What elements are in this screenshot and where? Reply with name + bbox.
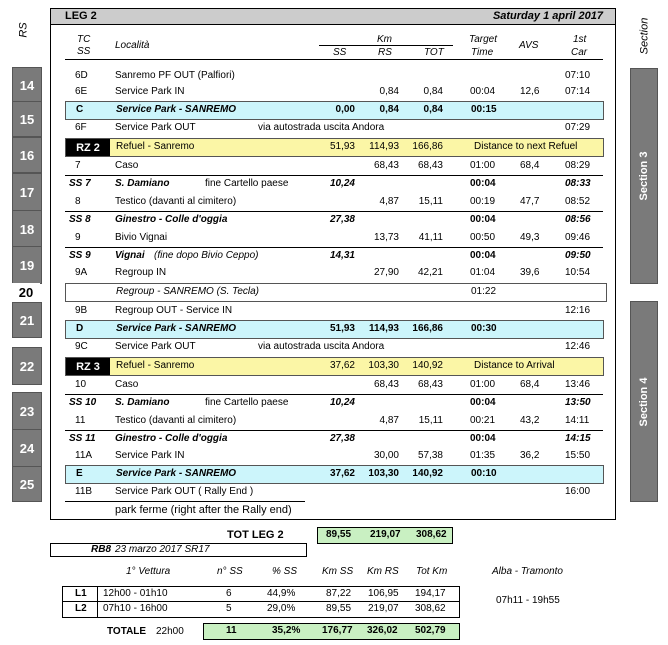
summary-row-divider [63,601,459,602]
row-tc: 11 [75,415,86,426]
row-loc: Service Park OUT ( Rally End ) [115,486,254,497]
row-note: (fine dopo Bivio Ceppo) [154,250,259,261]
table-row-refuel [65,138,604,157]
rs-20: 20 [12,283,40,301]
row-time: 00:04 [470,397,496,408]
rb8-text: 23 marzo 2017 SR17 [115,544,210,555]
row-tc: 9C [75,341,88,352]
table-row-stage [65,395,603,412]
row-time: 00:04 [470,214,496,225]
row-loc: S. Damiano [115,397,170,408]
row-ss: 37,62 [329,360,355,371]
table-row-regroup [65,283,607,302]
tot-leg-label: TOT LEG 2 [227,529,284,541]
row-note: via autostrada uscita Andora [258,341,385,352]
table-row [65,120,603,137]
park-ferme-divider [65,501,305,502]
row-loc: Caso [115,379,139,390]
table-row [65,413,603,430]
row-loc: Service Park OUT [115,122,196,133]
rs-14: 14 [12,67,42,103]
table-row-stage [65,212,603,229]
row-extra: Distance to next Refuel [474,141,578,152]
col-avs: AVS [519,40,539,51]
sum-leg: L2 [75,603,87,614]
row-tot: 41,11 [418,232,443,243]
row-tot: 0,84 [423,104,443,115]
totale-label: TOTALE [107,626,147,637]
row-tot: 42,21 [417,267,443,278]
row-rs: 103,30 [368,468,399,479]
rs-23: 23 [12,392,42,430]
row-car: 08:56 [565,214,591,225]
row-car: 12:16 [565,305,591,316]
section-3-label: Section 3 [638,151,650,201]
row-loc: Regroup - SANREMO (S. Tecla) [116,286,260,297]
row-loc: Vignai [115,250,145,261]
sum-h-alba: Alba - Tramonto [492,566,563,577]
table-row [65,230,603,247]
sum-kmss: 89,55 [326,603,352,614]
row-time: 00:04 [470,250,496,261]
col-time: Time [471,47,494,58]
row-tot: 15,11 [418,196,443,207]
row-tc: 11A [75,450,93,461]
row-avs: 68,4 [520,160,540,171]
sum-totkm: 194,17 [415,588,446,599]
table-row-service [65,465,604,484]
table-row [65,339,603,356]
row-loc: Testico (davanti al cimitero) [115,196,237,207]
row-loc: Sanremo PF OUT (Palfiori) [115,70,235,81]
row-tot: 166,86 [412,141,443,152]
table-row [65,484,603,501]
row-tc: SS 10 [69,397,97,408]
row-car: 12:46 [565,341,591,352]
row-loc: Regroup OUT - Service IN [115,305,233,316]
row-loc: Service Park IN [115,450,185,461]
row-tc: 6F [75,122,87,133]
row-loc: Service Park IN [115,86,185,97]
tot-rs: 219,07 [370,529,401,540]
rs-25: 25 [12,466,42,502]
row-time: 01:22 [471,286,497,297]
row-tot: 15,11 [418,415,443,426]
col-km: Km [377,34,392,45]
row-loc: Refuel - Sanremo [116,141,195,152]
row-car: 10:54 [565,267,591,278]
sum-h-kmss: Km SS [322,566,354,577]
sum-kmss: 87,22 [326,588,352,599]
rs-15: 15 [12,101,42,137]
sum-h-kmrs: Km RS [367,566,399,577]
tot-leg-box [317,527,453,544]
row-ss: 37,62 [329,468,355,479]
row-time: 00:30 [471,323,497,334]
sum-kmrs: 106,95 [368,588,399,599]
col-ss: SS [333,47,347,58]
row-rs: 103,30 [368,360,399,371]
sum-nss: 5 [226,603,232,614]
table-row [65,265,603,282]
rb8-code: RB8 [91,544,112,555]
row-note: fine Cartello paese [205,178,289,189]
row-car: 07:14 [565,86,591,97]
alba-value: 07h11 - 19h55 [496,595,560,606]
sum-h-nss: n° SS [217,566,243,577]
totale-box [203,623,460,640]
row-tot: 68,43 [417,160,443,171]
row-loc: Service Park - SANREMO [116,104,237,115]
sum-h-totkm: Tot Km [416,566,448,577]
row-tc: 6E [75,86,88,97]
row-car: 09:50 [565,250,591,261]
row-tc: SS 8 [69,214,91,225]
row-loc: Service Park - SANREMO [116,468,237,479]
row-car: 13:46 [565,379,591,390]
rs-17: 17 [12,173,42,211]
header-divider [65,59,603,60]
rz-badge: RZ 3 [66,358,110,375]
row-loc: Refuel - Sanremo [116,360,195,371]
col-localita: Località [115,40,150,51]
table-row [65,158,603,175]
row-loc: Bivio Vignai [115,232,168,243]
leg-table [50,8,616,520]
row-tot: 140,92 [412,360,443,371]
row-car: 14:11 [565,415,590,426]
row-rs: 4,87 [379,415,399,426]
table-row [65,84,603,101]
row-tc: 6D [75,70,88,81]
row-ss: 51,93 [329,141,355,152]
row-time: 00:21 [470,415,496,426]
row-car: 16:00 [565,486,591,497]
table-row [65,194,603,211]
row-tc: 9B [75,305,88,316]
row-rs: 13,73 [373,232,399,243]
table-row-stage [65,176,603,193]
row-tc: 9 [75,232,81,243]
row-time: 00:50 [470,232,496,243]
row-car: 14:15 [565,433,591,444]
row-ss: 27,38 [329,433,355,444]
row-avs: 39,6 [520,267,540,278]
row-loc: Service Park - SANREMO [116,323,237,334]
totale-time: 22h00 [156,626,184,637]
col-first: 1st [573,34,587,45]
row-rs: 114,93 [369,141,399,152]
sum-nss: 6 [226,588,232,599]
rb8-box [50,543,307,557]
row-ss: 0,00 [335,104,355,115]
section-3-box [630,68,658,284]
row-car: 08:29 [565,160,591,171]
row-tc: E [76,468,83,479]
row-tc: 11B [75,486,93,497]
row-tot: 68,43 [417,379,443,390]
totale-totkm: 502,79 [415,625,446,636]
row-tc: 8 [75,196,81,207]
row-time: 01:00 [470,379,496,390]
park-ferme-note: park ferme (right after the Rally end) [115,504,292,516]
totale-kmrs: 326,02 [367,625,398,636]
row-time: 00:10 [471,468,497,479]
row-extra: Distance to Arrival [474,360,555,371]
row-avs: 12,6 [520,86,540,97]
row-rs: 114,93 [368,323,399,334]
tot-tot: 308,62 [416,529,447,540]
table-row-stage [65,431,603,448]
km-underline [319,45,453,46]
rs-label: RS [17,22,30,38]
row-time: 01:04 [470,267,496,278]
row-ss: 51,93 [329,323,355,334]
leg-date: Saturday 1 april 2017 [492,10,603,22]
sum-pss: 44,9% [267,588,296,599]
row-time: 01:00 [470,160,496,171]
rz-badge: RZ 2 [66,139,110,156]
row-loc: Service Park OUT [115,341,196,352]
row-tot: 140,92 [412,468,443,479]
totale-kmss: 176,77 [322,625,353,636]
row-tc: 9A [75,267,88,278]
row-tc: C [76,104,84,115]
row-note: via autostrada uscita Andora [258,122,385,133]
row-tot: 0,84 [423,86,443,97]
row-time: 00:19 [470,196,496,207]
row-avs: 47,7 [520,196,540,207]
row-loc: Testico (davanti al cimitero) [115,415,237,426]
row-avs: 49,3 [520,232,540,243]
row-car: 08:33 [565,178,591,189]
row-note: fine Cartello paese [205,397,289,408]
col-tc: TC [77,34,91,45]
row-time: 01:35 [470,450,496,461]
table-row-service [65,320,604,339]
row-ss: 27,38 [329,214,355,225]
row-time: 00:04 [470,178,496,189]
row-tc: SS 9 [69,250,91,261]
row-avs: 43,2 [520,415,540,426]
leg-title: LEG 2 [65,10,97,22]
rs-22: 22 [12,347,42,385]
sum-pss: 29,0% [267,603,296,614]
rs-19: 19 [12,246,42,284]
row-car: 08:52 [565,196,591,207]
section-label: Section [638,17,651,55]
table-row [65,303,603,320]
row-car: 13:50 [565,397,591,408]
col-ss-tc: SS [77,46,91,57]
row-rs: 4,87 [379,196,399,207]
row-loc: Caso [115,160,139,171]
row-avs: 68,4 [520,379,540,390]
leg-header-bar [51,9,615,25]
row-tot: 57,38 [417,450,443,461]
sum-time: 12h00 - 01h10 [103,588,168,599]
sum-h-vettura: 1° Vettura [126,566,171,577]
col-target: Target [469,34,497,45]
row-car: 09:46 [565,232,591,243]
totale-nss: 11 [226,625,237,636]
table-row-stage [65,248,603,265]
row-tc: SS 7 [69,178,91,189]
row-ss: 10,24 [329,178,355,189]
section-4-box [630,301,658,502]
table-row [65,377,603,394]
row-rs: 30,00 [373,450,399,461]
row-tc: 10 [75,379,87,390]
row-rs: 0,84 [379,86,399,97]
row-tc: 7 [75,160,81,171]
row-loc: Regroup IN [115,267,167,278]
col-car: Car [571,47,588,58]
rs-16: 16 [12,137,42,173]
row-avs: 36,2 [520,450,540,461]
sum-kmrs: 219,07 [368,603,399,614]
row-loc: S. Damiano [115,178,170,189]
sum-leg: L1 [75,588,87,599]
row-ss: 10,24 [329,397,355,408]
row-tot: 166,86 [412,323,443,334]
row-rs: 0,84 [379,104,399,115]
row-ss: 14,31 [329,250,355,261]
sum-time: 07h10 - 16h00 [103,603,168,614]
section-4-label: Section 4 [638,377,650,426]
table-row [65,448,603,465]
summary-col-divider [97,587,98,617]
sum-totkm: 308,62 [415,603,446,614]
row-rs: 68,43 [373,379,399,390]
row-rs: 27,90 [373,267,399,278]
row-rs: 68,43 [373,160,399,171]
row-time: 00:15 [471,104,497,115]
rs-21: 21 [12,302,42,338]
row-tc: D [76,323,84,334]
col-tot: TOT [424,47,444,58]
row-tc: SS 11 [69,433,96,444]
row-car: 15:50 [565,450,591,461]
row-loc: Ginestro - Colle d'oggia [115,433,228,444]
totale-pss: 35,2% [272,625,301,636]
table-row [65,68,603,85]
table-row-service [65,101,604,120]
rs-18: 18 [12,210,42,248]
col-rs: RS [378,47,392,58]
tot-ss: 89,55 [326,529,352,540]
sum-h-pss: % SS [272,566,298,577]
rs-24: 24 [12,429,42,467]
row-car: 07:10 [565,70,591,81]
row-loc: Ginestro - Colle d'oggia [115,214,228,225]
summary-box [62,586,460,618]
row-time: 00:04 [470,433,496,444]
row-car: 07:29 [565,122,591,133]
row-time: 00:04 [470,86,496,97]
table-row-refuel [65,357,604,376]
